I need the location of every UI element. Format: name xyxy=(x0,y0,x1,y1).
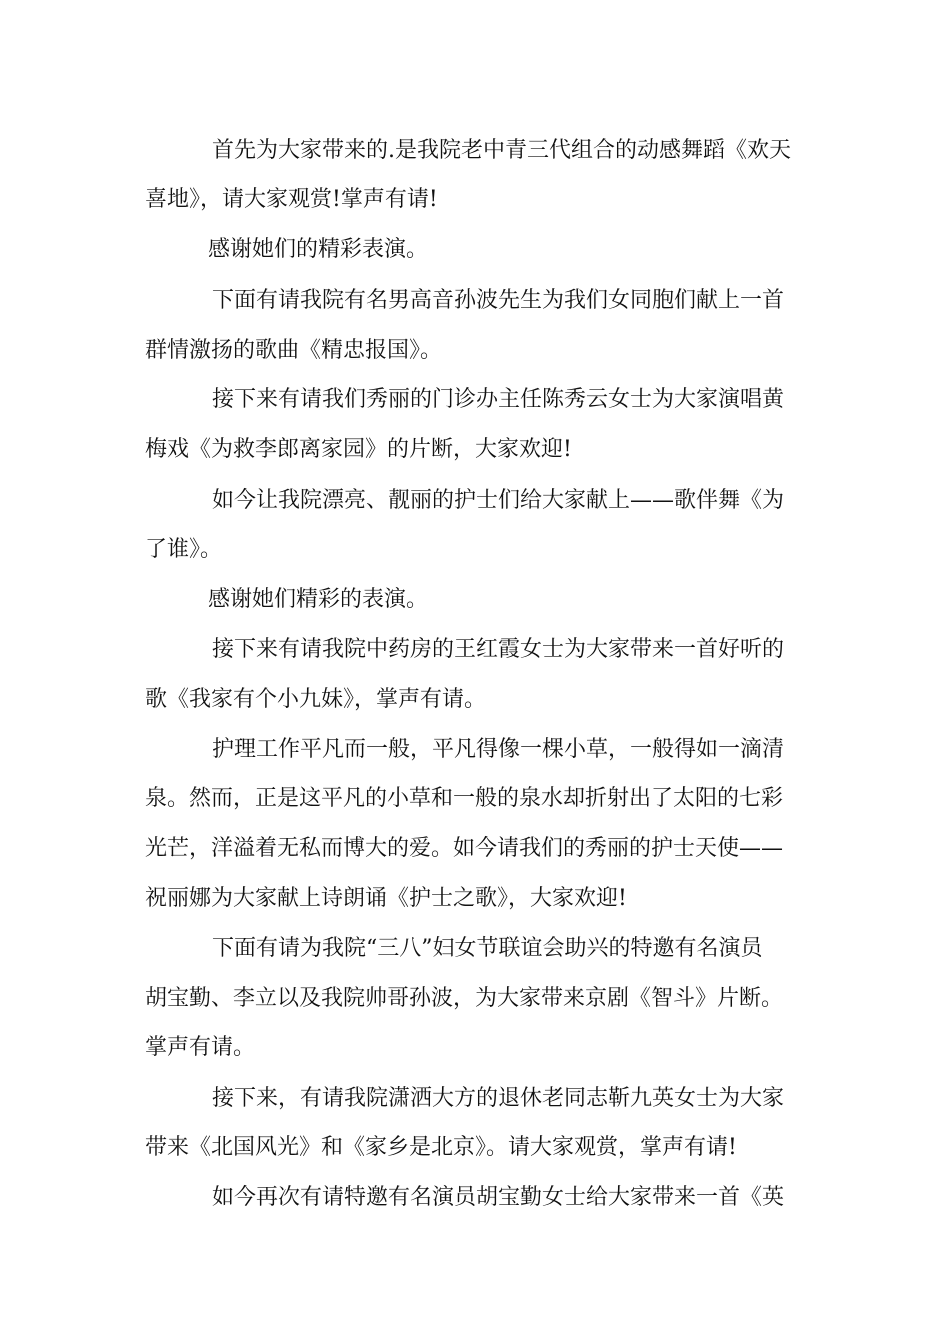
text-line: 胡宝勤、李立以及我院帅哥孙波，为大家带来京剧《智斗》片断。 xyxy=(145,986,784,1011)
text-line: 歌《我家有个小九妹》，掌声有请。 xyxy=(145,687,487,712)
text-line: 喜地》，请大家观赏!掌声有请! xyxy=(145,187,438,212)
text-line: 接下来有请我们秀丽的门诊办主任陈秀云女士为大家演唱黄 xyxy=(212,387,785,412)
text-line: 群情激扬的歌曲《精忠报国》。 xyxy=(145,338,443,363)
text-line: 下面有请我院有名男高音孙波先生为我们女同胞们献上一首 xyxy=(212,288,785,313)
text-line: 护理工作平凡而一般，平凡得像一棵小草，一般得如一滴清 xyxy=(212,737,785,762)
text-line: 了谁》。 xyxy=(145,537,223,562)
text-line: 如今让我院漂亮、靓丽的护士们给大家献上——歌伴舞《为 xyxy=(212,488,785,513)
text-line: 带来《北国风光》和《家乡是北京》。请大家观赏，掌声有请! xyxy=(145,1135,737,1160)
text-line: 下面有请为我院“三八”妇女节联谊会助兴的特邀有名演员 xyxy=(212,936,763,961)
text-line: 感谢她们的精彩表演。 xyxy=(208,237,429,262)
text-line: 梅戏《为救李郎离家园》的片断，大家欢迎! xyxy=(145,437,572,462)
text-line: 泉。然而，正是这平凡的小草和一般的泉水却折射出了太阳的七彩 xyxy=(145,786,784,811)
text-line: 光芒，洋溢着无私而博大的爱。如今请我们的秀丽的护士天使—— xyxy=(145,836,784,861)
text-line: 首先为大家带来的.是我院老中青三代组合的动感舞蹈《欢天 xyxy=(212,138,791,163)
text-line: 接下来有请我院中药房的王红霞女士为大家带来一首好听的 xyxy=(212,637,785,662)
text-line: 接下来，有请我院潇洒大方的退休老同志靳九英女士为大家 xyxy=(212,1086,785,1111)
text-line: 祝丽娜为大家献上诗朗诵《护士之歌》，大家欢迎! xyxy=(145,886,627,911)
text-line: 掌声有请。 xyxy=(145,1035,256,1060)
text-line: 感谢她们精彩的表演。 xyxy=(208,587,429,612)
text-line: 如今再次有请特邀有名演员胡宝勤女士给大家带来一首《英 xyxy=(212,1185,785,1210)
